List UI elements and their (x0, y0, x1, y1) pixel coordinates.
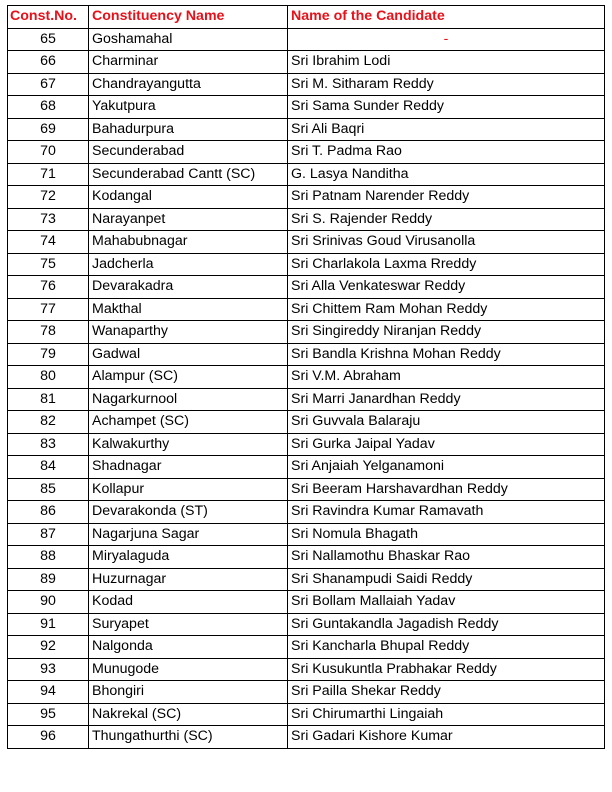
constituency-cell: Chandrayangutta (89, 73, 288, 96)
const-no-cell: 68 (8, 96, 89, 119)
const-no-cell: 87 (8, 523, 89, 546)
constituency-cell: Nagarjuna Sagar (89, 523, 288, 546)
table-row (8, 523, 605, 546)
candidate-cell: Sri Singireddy Niranjan Reddy (288, 321, 605, 344)
const-no-cell: 78 (8, 321, 89, 344)
constituency-cell: Munugode (89, 658, 288, 681)
constituency-cell: Shadnagar (89, 456, 288, 479)
const-no-cell: 80 (8, 366, 89, 389)
const-no-cell: 83 (8, 433, 89, 456)
table-row (8, 456, 605, 479)
candidate-cell: Sri Bandla Krishna Mohan Reddy (288, 343, 605, 366)
const-no-cell: 90 (8, 591, 89, 614)
table-row (8, 681, 605, 704)
const-no-cell: 73 (8, 208, 89, 231)
table-row (8, 613, 605, 636)
table-row (8, 51, 605, 74)
const-no-cell: 92 (8, 636, 89, 659)
constituency-cell: Nalgonda (89, 636, 288, 659)
candidate-cell: Sri Marri Janardhan Reddy (288, 388, 605, 411)
constituency-cell: Mahabubnagar (89, 231, 288, 254)
const-no-cell: 88 (8, 546, 89, 569)
table-row (8, 546, 605, 569)
const-no-cell: 69 (8, 118, 89, 141)
candidate-cell: Sri Alla Venkateswar Reddy (288, 276, 605, 299)
table-row (8, 163, 605, 186)
constituency-cell: Goshamahal (89, 28, 288, 51)
constituency-cell: Kodad (89, 591, 288, 614)
table-row (8, 141, 605, 164)
const-no-cell: 77 (8, 298, 89, 321)
constituency-cell: Charminar (89, 51, 288, 74)
candidate-cell: Sri M. Sitharam Reddy (288, 73, 605, 96)
constituency-cell: Gadwal (89, 343, 288, 366)
const-no-cell: 75 (8, 253, 89, 276)
header-candidate-name: Name of the Candidate (288, 6, 605, 29)
table-row (8, 388, 605, 411)
constituency-cell: Narayanpet (89, 208, 288, 231)
constituency-cell: Jadcherla (89, 253, 288, 276)
table-row (8, 118, 605, 141)
constituency-cell: Devarakadra (89, 276, 288, 299)
candidate-cell: G. Lasya Nanditha (288, 163, 605, 186)
const-no-cell: 96 (8, 726, 89, 749)
constituency-cell: Bhongiri (89, 681, 288, 704)
candidate-cell: Sri Ibrahim Lodi (288, 51, 605, 74)
const-no-cell: 84 (8, 456, 89, 479)
candidate-cell: Sri Pailla Shekar Reddy (288, 681, 605, 704)
candidate-cell: Sri S. Rajender Reddy (288, 208, 605, 231)
const-no-cell: 82 (8, 411, 89, 434)
table-row (8, 28, 605, 51)
table-row (8, 298, 605, 321)
table-row (8, 703, 605, 726)
const-no-cell: 74 (8, 231, 89, 254)
candidate-cell: Sri Ali Baqri (288, 118, 605, 141)
const-no-cell: 86 (8, 501, 89, 524)
const-no-cell: 70 (8, 141, 89, 164)
constituency-cell: Miryalaguda (89, 546, 288, 569)
candidate-cell: Sri Ravindra Kumar Ramavath (288, 501, 605, 524)
const-no-cell: 93 (8, 658, 89, 681)
candidate-cell: Sri Sama Sunder Reddy (288, 96, 605, 119)
constituency-cell: Secunderabad Cantt (SC) (89, 163, 288, 186)
candidate-cell: Sri Chittem Ram Mohan Reddy (288, 298, 605, 321)
header-const-no: Const.No. (8, 6, 89, 29)
candidate-cell: Sri Bollam Mallaiah Yadav (288, 591, 605, 614)
table-body (8, 28, 605, 748)
const-no-cell: 71 (8, 163, 89, 186)
header-constituency-name: Constituency Name (89, 6, 288, 29)
candidate-cell: Sri Nomula Bhagath (288, 523, 605, 546)
candidate-cell: Sri Patnam Narender Reddy (288, 186, 605, 209)
candidate-cell: Sri V.M. Abraham (288, 366, 605, 389)
const-no-cell: 94 (8, 681, 89, 704)
table-row (8, 253, 605, 276)
constituency-cell: Wanaparthy (89, 321, 288, 344)
constituency-cell: Huzurnagar (89, 568, 288, 591)
constituency-cell: Thungathurthi (SC) (89, 726, 288, 749)
table-row (8, 568, 605, 591)
constituency-cell: Suryapet (89, 613, 288, 636)
candidates-table (7, 5, 605, 749)
constituency-cell: Nakrekal (SC) (89, 703, 288, 726)
candidate-cell: Sri Chirumarthi Lingaiah (288, 703, 605, 726)
table-row (8, 726, 605, 749)
table-row (8, 73, 605, 96)
table-row (8, 186, 605, 209)
const-no-cell: 95 (8, 703, 89, 726)
candidate-cell: Sri Beeram Harshavardhan Reddy (288, 478, 605, 501)
table-row (8, 276, 605, 299)
const-no-cell: 81 (8, 388, 89, 411)
candidate-cell: Sri Gadari Kishore Kumar (288, 726, 605, 749)
table-row (8, 96, 605, 119)
candidate-cell: Sri Nallamothu Bhaskar Rao (288, 546, 605, 569)
constituency-cell: Makthal (89, 298, 288, 321)
candidate-cell: Sri Charlakola Laxma Rreddy (288, 253, 605, 276)
const-no-cell: 85 (8, 478, 89, 501)
table-row (8, 478, 605, 501)
const-no-cell: 66 (8, 51, 89, 74)
table-row (8, 636, 605, 659)
constituency-cell: Kollapur (89, 478, 288, 501)
candidate-cell: Sri Gurka Jaipal Yadav (288, 433, 605, 456)
candidate-cell: Sri Guntakandla Jagadish Reddy (288, 613, 605, 636)
constituency-cell: Bahadurpura (89, 118, 288, 141)
const-no-cell: 79 (8, 343, 89, 366)
candidate-cell: Sri Srinivas Goud Virusanolla (288, 231, 605, 254)
constituency-cell: Kodangal (89, 186, 288, 209)
const-no-cell: 91 (8, 613, 89, 636)
table-row (8, 321, 605, 344)
header-row (8, 6, 605, 29)
candidate-cell: Sri Kusukuntla Prabhakar Reddy (288, 658, 605, 681)
const-no-cell: 76 (8, 276, 89, 299)
constituency-cell: Yakutpura (89, 96, 288, 119)
candidate-cell: Sri Kancharla Bhupal Reddy (288, 636, 605, 659)
candidate-cell: Sri Guvvala Balaraju (288, 411, 605, 434)
table-row (8, 208, 605, 231)
const-no-cell: 72 (8, 186, 89, 209)
table-row (8, 231, 605, 254)
table-row (8, 433, 605, 456)
candidate-cell: - (288, 28, 605, 51)
table-row (8, 591, 605, 614)
const-no-cell: 89 (8, 568, 89, 591)
table-row (8, 658, 605, 681)
constituency-cell: Nagarkurnool (89, 388, 288, 411)
const-no-cell: 65 (8, 28, 89, 51)
table-row (8, 501, 605, 524)
candidate-cell: Sri Anjaiah Yelganamoni (288, 456, 605, 479)
table-row (8, 343, 605, 366)
candidate-cell: Sri T. Padma Rao (288, 141, 605, 164)
constituency-cell: Achampet (SC) (89, 411, 288, 434)
constituency-cell: Secunderabad (89, 141, 288, 164)
candidate-cell: Sri Shanampudi Saidi Reddy (288, 568, 605, 591)
const-no-cell: 67 (8, 73, 89, 96)
constituency-cell: Kalwakurthy (89, 433, 288, 456)
constituency-cell: Alampur (SC) (89, 366, 288, 389)
table-row (8, 411, 605, 434)
table-row (8, 366, 605, 389)
constituency-cell: Devarakonda (ST) (89, 501, 288, 524)
